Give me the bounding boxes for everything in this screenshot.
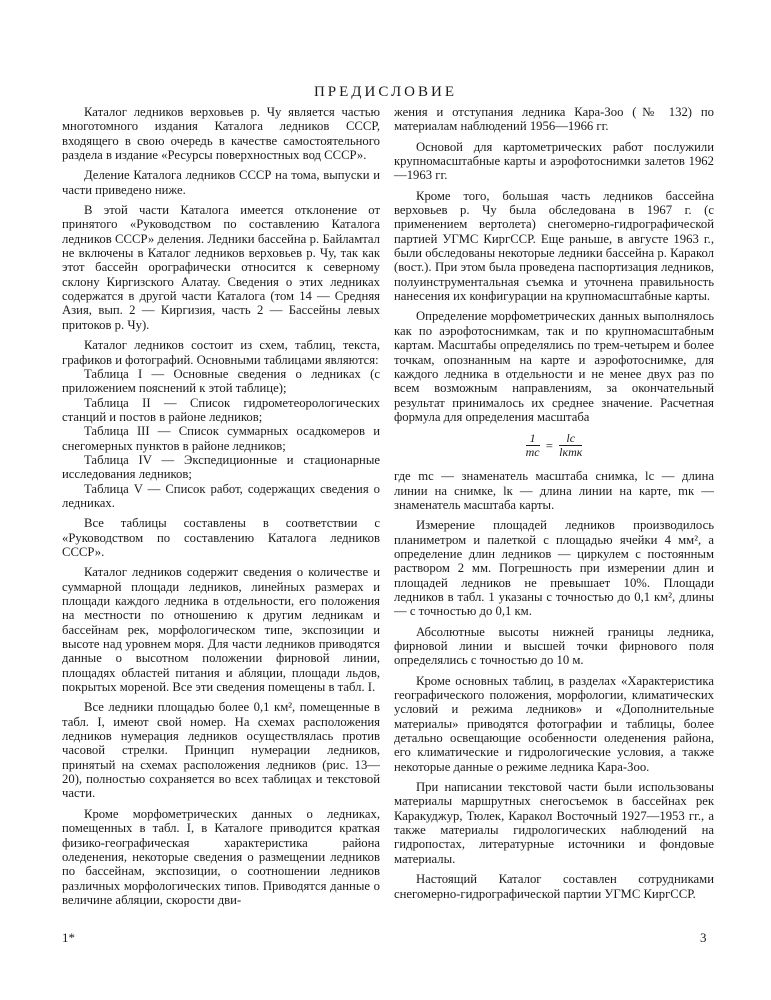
paragraph: В этой части Каталога имеется отклонение от принятого «Руководством по составлению Каталога ледников СССР» деления. Ледники бассейна р. Байламтал не включены в Каталог ледников верховьев р. Чу, так как этот бассейн орографически относится к северному склону Киргизского Алатау. Сведения о этих ледниках содержатся в другой части Каталога (том 14 — Средняя Азия, вып. 2 — Киргизия, часть 2 — Бассейны левых притоков р. Чу). — [62, 203, 380, 332]
paragraph: Измерение площадей ледников производилось планиметром и палеткой с площадью ячейки 4 мм², а определение длин ледников — циркулем с постоянным раствором 2 мм. Погрешность при измерении длин и площадей ледников не превышает 10%. Площади ледников в табл. 1 указаны с точностью до 0,1 км², длины — с точностью до 0,1 км. — [394, 518, 714, 619]
page-title: ПРЕДИСЛОВИЕ — [313, 84, 458, 100]
page-number: 3 — [700, 930, 707, 945]
formula-explanation: где mс — знаменатель масштаба снимка, lс — длина линии на снимке, lк — длина линии на карте, mк — знаменатель масштаба карты. — [394, 469, 714, 512]
paragraph: Определение морфометрических данных выполнялось как по аэрофотоснимкам, так и по крупномасштабным картам. Масштабы определялись по трем-четырем и более точкам, опознанным на карте и аэрофотоснимке, для каждого ледника в отдельности и не менее двух раз по всем возможным направлениям, за окончательный результат принималось их среднее значение. Расчетная формула для определения масштаба — [394, 309, 714, 424]
table-list-item: Таблица IV — Экспедиционные и стационарные исследования ледников; — [62, 452, 380, 482]
table-list-item: Таблица III — Список суммарных осадкомеров и снегомерных пунктов в районе ледников; — [62, 424, 380, 453]
table-list-item: Таблица II — Список гидрометеорологических станций и постов в районе ледников; — [62, 395, 380, 424]
formula-numerator: lс — [559, 432, 582, 446]
paragraph: Каталог ледников верховьев р. Чу является частью многотомного издания Каталога ледников СССР, входящего в свою очередь в качестве самостоятельного раздела в издание «Ресурсы поверхностных вод СССР». — [62, 105, 380, 163]
signature-mark: 1* — [62, 930, 75, 945]
right-column — [394, 105, 714, 901]
left-column — [62, 105, 380, 907]
paragraph: При написании текстовой части были использованы материалы маршрутных снегосъемок в бассейнах рек Каракуджур, Тюлек, Каракол Восточный 1927—1953 гг., а также материалы гидрологических наблюдений на гидропостах, литературные источники и фондовые материалы. — [394, 780, 714, 866]
paragraph: Каталог ледников содержит сведения о количестве и суммарной площади ледников, линейных размерах и площади каждого ледника в отдельности, его положения на местности по отношению к другим ледникам и бассейнам рек, морфологическом типе, экспозиции и высоте над уровнем моря. Для части ледников приводятся данные о высотном положении фирновой линии, площадях областей питания и абляции, площади льдов, покрытых мореной. Все эти сведения помещены в табл. I. — [62, 565, 380, 695]
formula-denominator: mс — [525, 445, 540, 460]
paragraph: Каталог ледников состоит из схем, таблиц, текста, графиков и фотографий. Основными таблицами являются: — [62, 338, 380, 367]
paragraph: Настоящий Каталог составлен сотрудниками снегомерно-гидрографической партии УГМС КиргССР. — [394, 872, 714, 901]
paragraph: Деление Каталога ледников СССР на тома, выпуски и части приведено ниже. — [62, 168, 380, 197]
paragraph: Абсолютные высоты нижней границы ледника, фирновой линии и высшей точки фирнового поля определялись с точностью до 10 м. — [394, 624, 714, 668]
paragraph: Кроме морфометрических данных о ледниках, помещенных в табл. I, в Каталоге приводится краткая физико-географическая характеристика района оледенения, некоторые сведения о размещении ледников по бассейнам, экспозиции, о соотношении ледников различных морфологических типов. Приводятся данные о величине абляции, скорости дви- — [62, 806, 380, 907]
formula-denominator: lкmк — [559, 445, 583, 460]
paragraph-continuation: жения и отступания ледника Кара-Зоо (№ 132) по материалам наблюдений 1956—1966 гг. — [394, 105, 714, 134]
scale-formula — [394, 432, 714, 459]
paragraph: Кроме основных таблиц, в разделах «Характеристика географического положения, морфологии, климатических условий и режима ледников» и «Дополнительные материалы» приводятся фотографии и таблицы, более детально освещающие особенности оледенения района, его климатические и гидрологические условия, а также некоторые данные о режиме ледника Кара-Зоо. — [394, 673, 714, 774]
table-list-item: Таблица I — Основные сведения о ледниках (с приложением пояснений к этой таблице); — [62, 366, 380, 396]
paragraph: Все ледники площадью более 0,1 км², помещенные в табл. I, имеют свой номер. На схемах расположения ледников нумерация ледников осуществлялась против часовой стрелки. Принцип нумерации ледников, принятый на схемах расположения ледников (рис. 13—20), полностью сохраняется во всех таблицах и текстовой части. — [62, 700, 380, 801]
paragraph: Все таблицы составлены в соответствии с «Руководством по составлению Каталога ледников СССР». — [62, 516, 380, 559]
formula-lhs-fraction — [526, 432, 540, 459]
formula-numerator: 1 — [526, 432, 540, 446]
formula-equals: = — [545, 438, 553, 453]
table-list-item: Таблица V — Список работ, содержащих сведения о ледниках. — [62, 481, 380, 510]
paragraph: Основой для картометрических работ послужили крупномасштабные карты и аэрофотоснимки залетов 1962—1963 гг. — [394, 139, 714, 183]
paragraph: Кроме того, большая часть ледников бассейна верховьев р. Чу была обследована в 1967 г. (с применением вертолета) снегомерно-гидрографической партией УГМС КиргССР. Еще раньше, в августе 1963 г., были обследованы некоторые ледники бассейна р. Каракол (вост.). При этом была проведена паспортизация ледников, полуинструментальная съемка и уточнена правильность нанесения их конфигурации на крупномасштабные карты. — [394, 188, 714, 304]
formula-rhs-fraction — [559, 432, 582, 459]
